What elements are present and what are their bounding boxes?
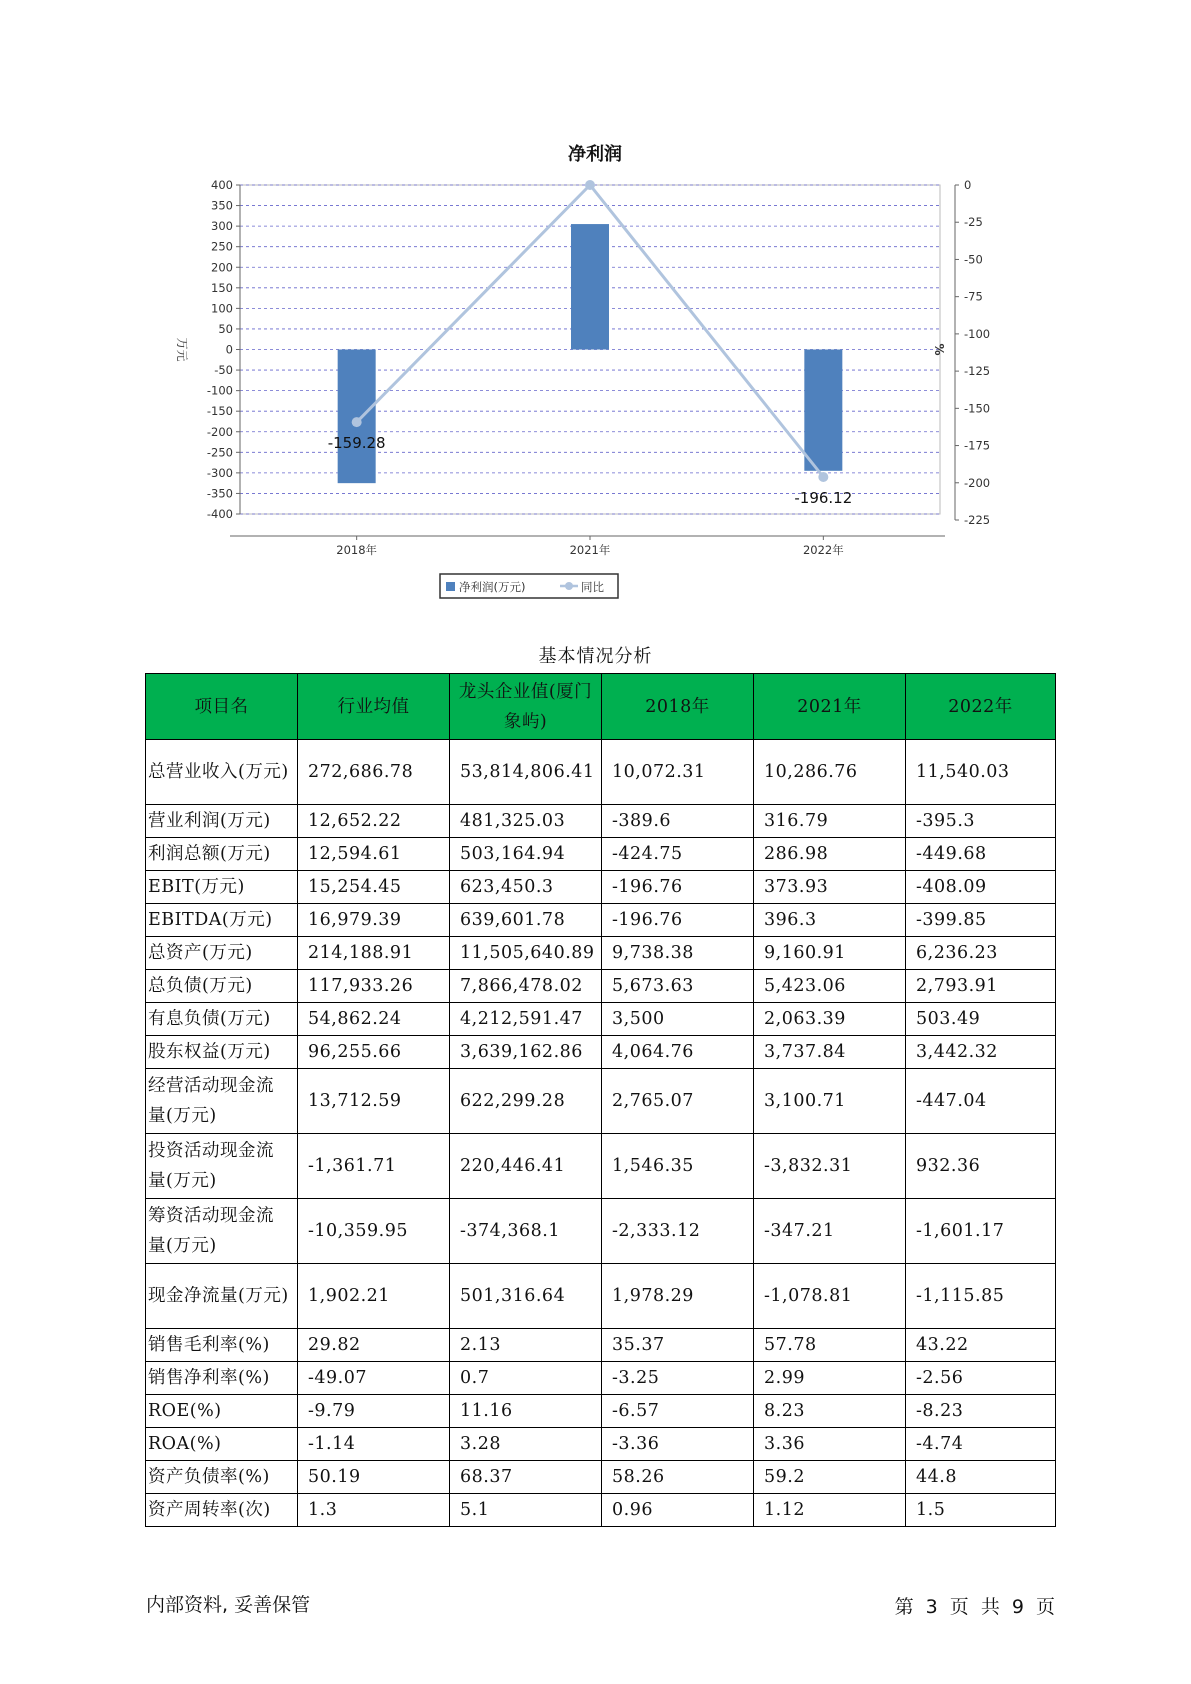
right-axis-unit: % xyxy=(932,343,946,356)
left-axis-tick-label: 200 xyxy=(211,260,233,275)
value-cell: 57.78 xyxy=(754,1329,906,1362)
row-label-cell: ROA(%) xyxy=(146,1428,298,1461)
header-industry-avg: 行业均值 xyxy=(298,674,450,740)
value-cell: -2,333.12 xyxy=(602,1199,754,1264)
yoy-data-label: -196.12 xyxy=(794,489,853,508)
value-cell: 58.26 xyxy=(602,1461,754,1494)
value-cell: 7,866,478.02 xyxy=(450,970,602,1003)
row-label-cell: 总资产(万元) xyxy=(146,937,298,970)
table-row xyxy=(146,805,1056,838)
left-axis-tick-label: 150 xyxy=(211,280,233,295)
value-cell: -1.14 xyxy=(298,1428,450,1461)
value-cell: -395.3 xyxy=(906,805,1056,838)
value-cell: 15,254.45 xyxy=(298,871,450,904)
value-cell: -447.04 xyxy=(906,1069,1056,1134)
left-axis-unit: 万元 xyxy=(175,337,189,362)
table-row xyxy=(146,871,1056,904)
value-cell: 4,212,591.47 xyxy=(450,1003,602,1036)
table-row xyxy=(146,1362,1056,1395)
value-cell: -347.21 xyxy=(754,1199,906,1264)
value-cell: -6.57 xyxy=(602,1395,754,1428)
header-item-name: 项目名 xyxy=(146,674,298,740)
table-row xyxy=(146,1134,1056,1199)
left-axis-tick-label: -200 xyxy=(206,424,233,439)
value-cell: -1,115.85 xyxy=(906,1264,1056,1329)
legend-line-label: 同比 xyxy=(581,580,604,594)
legend-line-marker xyxy=(565,582,573,590)
value-cell: 53,814,806.41 xyxy=(450,740,602,805)
header-2022: 2022年 xyxy=(906,674,1056,740)
value-cell: -399.85 xyxy=(906,904,1056,937)
right-axis-tick-label: -100 xyxy=(964,326,991,341)
value-cell: 503.49 xyxy=(906,1003,1056,1036)
value-cell: 0.96 xyxy=(602,1494,754,1527)
row-label-cell: 资产周转率(次) xyxy=(146,1494,298,1527)
net-profit-chart xyxy=(150,130,1050,600)
value-cell: -196.76 xyxy=(602,871,754,904)
value-cell: 503,164.94 xyxy=(450,838,602,871)
value-cell: -3.36 xyxy=(602,1428,754,1461)
table-row xyxy=(146,1494,1056,1527)
value-cell: -2.56 xyxy=(906,1362,1056,1395)
value-cell: -374,368.1 xyxy=(450,1199,602,1264)
row-label-cell: ROE(%) xyxy=(146,1395,298,1428)
value-cell: -1,078.81 xyxy=(754,1264,906,1329)
left-axis-tick-label: 250 xyxy=(211,239,233,254)
value-cell: -408.09 xyxy=(906,871,1056,904)
table-caption: 基本情况分析 xyxy=(538,646,653,667)
left-axis-tick-label: -150 xyxy=(206,404,233,419)
value-cell: 29.82 xyxy=(298,1329,450,1362)
header-2021: 2021年 xyxy=(754,674,906,740)
value-cell: 10,286.76 xyxy=(754,740,906,805)
right-axis-tick-label: -225 xyxy=(964,513,991,527)
bar-2022年 xyxy=(804,350,842,471)
table-body xyxy=(146,740,1056,1527)
x-axis-tick-label: 2021年 xyxy=(569,543,611,557)
table-row xyxy=(146,838,1056,871)
value-cell: 59.2 xyxy=(754,1461,906,1494)
right-axis-tick-label: -200 xyxy=(964,475,991,490)
chart-title: 净利润 xyxy=(568,144,622,165)
right-axis-tick-label: -50 xyxy=(964,252,983,267)
basic-analysis-table xyxy=(145,673,1056,1527)
header-2018: 2018年 xyxy=(602,674,754,740)
right-axis-tick-label: -25 xyxy=(964,215,983,230)
yoy-point xyxy=(352,417,362,427)
value-cell: 54,862.24 xyxy=(298,1003,450,1036)
value-cell: -3,832.31 xyxy=(754,1134,906,1199)
row-label-cell: 经营活动现金流量(万元) xyxy=(146,1069,298,1134)
value-cell: 3,442.32 xyxy=(906,1036,1056,1069)
left-axis-tick-label: -100 xyxy=(206,383,233,398)
value-cell: 96,255.66 xyxy=(298,1036,450,1069)
value-cell: 35.37 xyxy=(602,1329,754,1362)
value-cell: -1,361.71 xyxy=(298,1134,450,1199)
value-cell: 2.99 xyxy=(754,1362,906,1395)
row-label-cell: 股东权益(万元) xyxy=(146,1036,298,1069)
value-cell: 4,064.76 xyxy=(602,1036,754,1069)
value-cell: -424.75 xyxy=(602,838,754,871)
value-cell: 3,639,162.86 xyxy=(450,1036,602,1069)
value-cell: 10,072.31 xyxy=(602,740,754,805)
value-cell: -389.6 xyxy=(602,805,754,838)
value-cell: 3.28 xyxy=(450,1428,602,1461)
value-cell: 1,902.21 xyxy=(298,1264,450,1329)
value-cell: 286.98 xyxy=(754,838,906,871)
value-cell: -3.25 xyxy=(602,1362,754,1395)
value-cell: -196.76 xyxy=(602,904,754,937)
value-cell: 272,686.78 xyxy=(298,740,450,805)
value-cell: 316.79 xyxy=(754,805,906,838)
value-cell: 2,793.91 xyxy=(906,970,1056,1003)
table-row xyxy=(146,1069,1056,1134)
row-label-cell: 销售毛利率(%) xyxy=(146,1329,298,1362)
value-cell: -10,359.95 xyxy=(298,1199,450,1264)
row-label-cell: EBITDA(万元) xyxy=(146,904,298,937)
left-axis-tick-label: 350 xyxy=(211,198,233,213)
footer-page-number: 第 3 页 共 9 页 xyxy=(894,1596,1055,1618)
value-cell: 5,423.06 xyxy=(754,970,906,1003)
right-axis-tick-label: -75 xyxy=(964,289,983,304)
left-axis-tick-label: 0 xyxy=(225,342,233,357)
table-row xyxy=(146,937,1056,970)
yoy-point xyxy=(818,472,828,482)
value-cell: 932.36 xyxy=(906,1134,1056,1199)
value-cell: 68.37 xyxy=(450,1461,602,1494)
row-label-cell: 销售净利率(%) xyxy=(146,1362,298,1395)
value-cell: -9.79 xyxy=(298,1395,450,1428)
x-axis-tick-label: 2018年 xyxy=(336,543,378,557)
row-label-cell: 筹资活动现金流量(万元) xyxy=(146,1199,298,1264)
legend-bar-label: 净利润(万元) xyxy=(459,580,526,594)
value-cell: 3.36 xyxy=(754,1428,906,1461)
value-cell: 623,450.3 xyxy=(450,871,602,904)
row-label-cell: 有息负债(万元) xyxy=(146,1003,298,1036)
value-cell: 5.1 xyxy=(450,1494,602,1527)
left-axis-tick-label: 100 xyxy=(211,301,233,316)
table-header-row xyxy=(146,674,1056,740)
row-label-cell: 总负债(万元) xyxy=(146,970,298,1003)
table-row xyxy=(146,904,1056,937)
value-cell: 2,765.07 xyxy=(602,1069,754,1134)
value-cell: 220,446.41 xyxy=(450,1134,602,1199)
row-label-cell: 投资活动现金流量(万元) xyxy=(146,1134,298,1199)
left-axis-tick-label: -400 xyxy=(206,507,233,521)
value-cell: -4.74 xyxy=(906,1428,1056,1461)
value-cell: 1.3 xyxy=(298,1494,450,1527)
value-cell: 50.19 xyxy=(298,1461,450,1494)
value-cell: 214,188.91 xyxy=(298,937,450,970)
table-row xyxy=(146,1461,1056,1494)
value-cell: 1.12 xyxy=(754,1494,906,1527)
value-cell: 43.22 xyxy=(906,1329,1056,1362)
value-cell: 11,540.03 xyxy=(906,740,1056,805)
value-cell: -1,601.17 xyxy=(906,1199,1056,1264)
x-axis-tick-label: 2022年 xyxy=(802,543,844,557)
left-axis-tick-label: 50 xyxy=(218,321,233,336)
left-axis-tick-label: -250 xyxy=(206,445,233,460)
table-row xyxy=(146,740,1056,805)
left-axis-tick-label: -50 xyxy=(214,363,233,378)
chart-canvas xyxy=(150,130,1050,600)
left-axis-tick-label: 400 xyxy=(211,178,233,192)
value-cell: -49.07 xyxy=(298,1362,450,1395)
table-row xyxy=(146,1428,1056,1461)
row-label-cell: 利润总额(万元) xyxy=(146,838,298,871)
value-cell: 6,236.23 xyxy=(906,937,1056,970)
bar-2021年 xyxy=(571,224,609,349)
legend-bar-swatch xyxy=(446,582,455,591)
value-cell: 622,299.28 xyxy=(450,1069,602,1134)
value-cell: 2,063.39 xyxy=(754,1003,906,1036)
right-axis-tick-label: -175 xyxy=(964,438,991,453)
yoy-point xyxy=(585,180,595,190)
row-label-cell: 现金净流量(万元) xyxy=(146,1264,298,1329)
value-cell: 9,160.91 xyxy=(754,937,906,970)
value-cell: 11,505,640.89 xyxy=(450,937,602,970)
value-cell: 1,978.29 xyxy=(602,1264,754,1329)
value-cell: 12,594.61 xyxy=(298,838,450,871)
value-cell: -449.68 xyxy=(906,838,1056,871)
table-row xyxy=(146,1003,1056,1036)
value-cell: 117,933.26 xyxy=(298,970,450,1003)
value-cell: 373.93 xyxy=(754,871,906,904)
row-label-cell: 营业利润(万元) xyxy=(146,805,298,838)
value-cell: 12,652.22 xyxy=(298,805,450,838)
right-axis-tick-label: 0 xyxy=(964,178,972,192)
value-cell: 0.7 xyxy=(450,1362,602,1395)
left-axis-tick-label: -300 xyxy=(206,465,233,480)
left-axis-tick-label: -350 xyxy=(206,486,233,501)
table-row xyxy=(146,1199,1056,1264)
value-cell: 481,325.03 xyxy=(450,805,602,838)
value-cell: 1.5 xyxy=(906,1494,1056,1527)
value-cell: -8.23 xyxy=(906,1395,1056,1428)
value-cell: 2.13 xyxy=(450,1329,602,1362)
value-cell: 44.8 xyxy=(906,1461,1056,1494)
yoy-data-label: -159.28 xyxy=(327,434,386,453)
value-cell: 8.23 xyxy=(754,1395,906,1428)
value-cell: 501,316.64 xyxy=(450,1264,602,1329)
value-cell: 16,979.39 xyxy=(298,904,450,937)
value-cell: 396.3 xyxy=(754,904,906,937)
header-leader-value: 龙头企业值(厦门象屿) xyxy=(450,674,602,740)
footer-confidential-note: 内部资料, 妥善保管 xyxy=(146,1594,311,1616)
row-label-cell: 总营业收入(万元) xyxy=(146,740,298,805)
right-axis-tick-label: -150 xyxy=(964,401,991,416)
row-label-cell: 资产负债率(%) xyxy=(146,1461,298,1494)
value-cell: 5,673.63 xyxy=(602,970,754,1003)
value-cell: 3,500 xyxy=(602,1003,754,1036)
row-label-cell: EBIT(万元) xyxy=(146,871,298,904)
bar-2018年 xyxy=(338,350,376,484)
value-cell: 3,100.71 xyxy=(754,1069,906,1134)
table-row xyxy=(146,1395,1056,1428)
table-row xyxy=(146,970,1056,1003)
value-cell: 3,737.84 xyxy=(754,1036,906,1069)
table-row xyxy=(146,1329,1056,1362)
value-cell: 13,712.59 xyxy=(298,1069,450,1134)
table-row xyxy=(146,1036,1056,1069)
value-cell: 9,738.38 xyxy=(602,937,754,970)
value-cell: 11.16 xyxy=(450,1395,602,1428)
value-cell: 1,546.35 xyxy=(602,1134,754,1199)
value-cell: 639,601.78 xyxy=(450,904,602,937)
right-axis-tick-label: -125 xyxy=(964,364,991,379)
table-row xyxy=(146,1264,1056,1329)
left-axis-tick-label: 300 xyxy=(211,219,233,234)
